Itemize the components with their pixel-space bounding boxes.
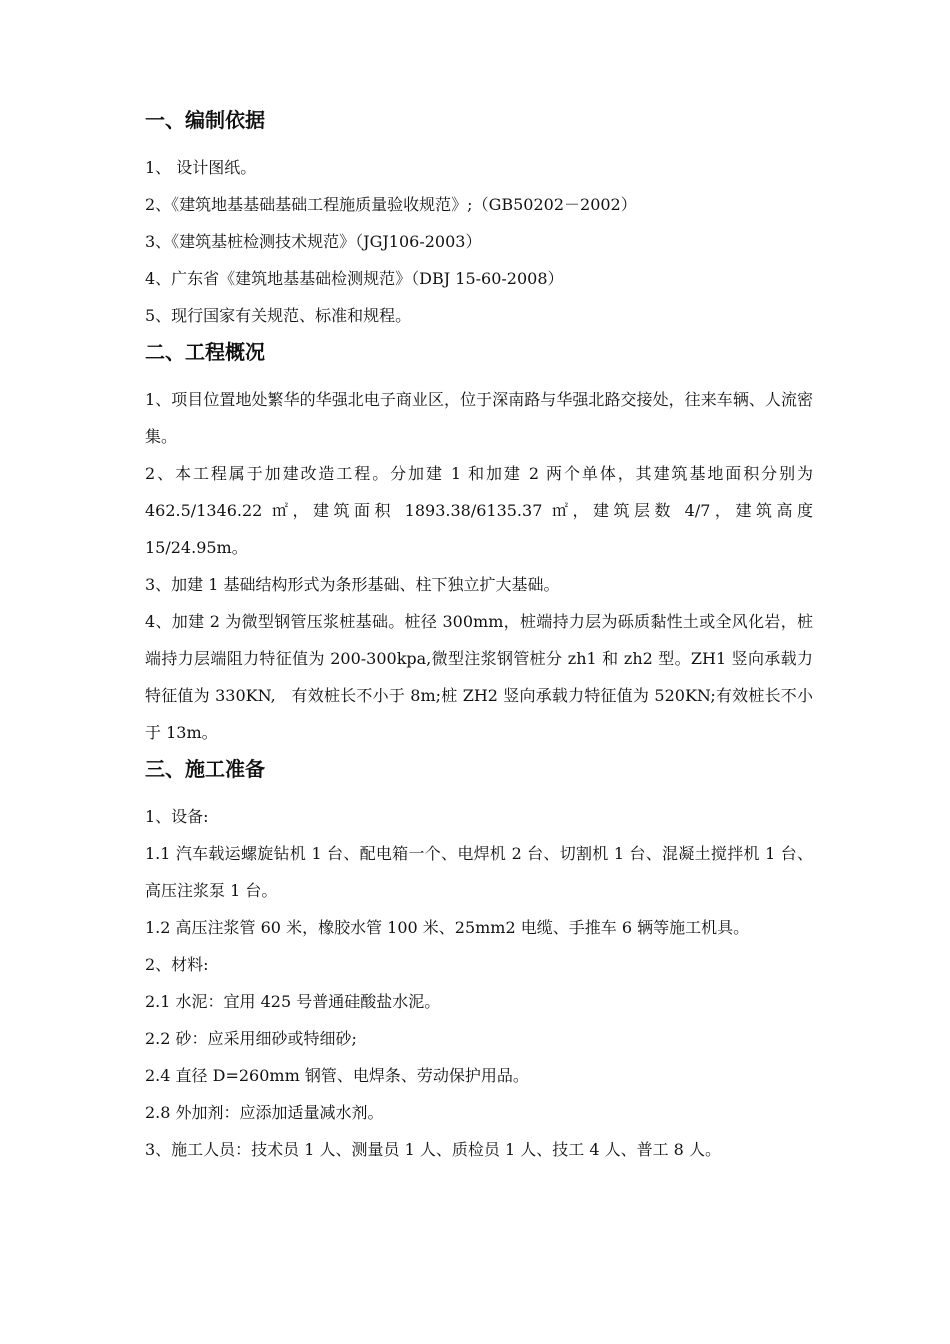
prep-item-1-1: 1.1 汽车载运螺旋钻机 1 台、配电箱一个、电焊机 2 台、切割机 1 台、混凝土搅拌机 1 台、高压注浆泵 1 台。 xyxy=(145,844,813,900)
prep-item-personnel: 3、施工人员：技术员 1 人、测量员 1 人、质检员 1 人、技工 4 人、普工 8 人。 xyxy=(145,1140,721,1159)
basis-item-5: 5、现行国家有关规范、标准和规程。 xyxy=(145,306,412,325)
prep-item-2-1: 2.1 水泥：宜用 425 号普通硅酸盐水泥。 xyxy=(145,992,441,1011)
basis-item-1: 1、 设计图纸。 xyxy=(145,158,257,177)
overview-item-3: 3、加建 1 基础结构形式为条形基础、柱下独立扩大基础。 xyxy=(145,575,560,594)
section-heading-overview: 二、工程概况 xyxy=(145,340,265,364)
basis-item-2: 2、《建筑地基基础基础工程施质量验收规范》;（GB50202－2002） xyxy=(145,195,637,214)
document-body xyxy=(145,102,819,1168)
prep-item-2-8: 2.8 外加剂：应添加适量减水剂。 xyxy=(145,1103,384,1122)
prep-item-2-2: 2.2 砂：应采用细砂或特细砂; xyxy=(145,1029,357,1048)
prep-item-materials: 2、材料: xyxy=(145,955,209,974)
section-heading-basis: 一、编制依据 xyxy=(145,108,265,132)
overview-item-4: 4、加建 2 为微型钢管压浆桩基础。桩径 300mm，桩端持力层为砾质黏性土或全风化岩，桩端持力层端阻力特征值为 200-300kpa,微型注浆钢管桩分 zh1 和 zh2 型。ZH1 竖向承载力特征值为 330KN, 有效桩长不小于 8m;桩 ZH2 竖向承载力特征值为 520KN;有效桩长不小于 13m。 xyxy=(145,612,813,742)
prep-item-1-2: 1.2 高压注浆管 60 米，橡胶水管 100 米、25mm2 电缆、手推车 6 辆等施工机具。 xyxy=(145,918,750,937)
section-heading-preparation: 三、施工准备 xyxy=(145,757,265,781)
prep-item-2-4: 2.4 直径 D=260mm 钢管、电焊条、劳动保护用品。 xyxy=(145,1066,529,1085)
prep-item-equipment: 1、设备: xyxy=(145,807,209,826)
basis-item-3: 3、《建筑基桩检测技术规范》（JGJ106-2003） xyxy=(145,232,482,251)
overview-item-2: 2、本工程属于加建改造工程。分加建 1 和加建 2 两个单体，其建筑基地面积分别为 462.5/1346.22 ㎡，建筑面积 1893.38/6135.37 ㎡，建筑层数 4/7，建筑高度 15/24.95m。 xyxy=(145,464,819,557)
basis-item-4: 4、广东省《建筑地基基础检测规范》（DBJ 15-60-2008） xyxy=(145,269,564,288)
overview-item-1: 1、项目位置地处繁华的华强北电子商业区，位于深南路与华强北路交接处，往来车辆、人流密集。 xyxy=(145,390,813,446)
